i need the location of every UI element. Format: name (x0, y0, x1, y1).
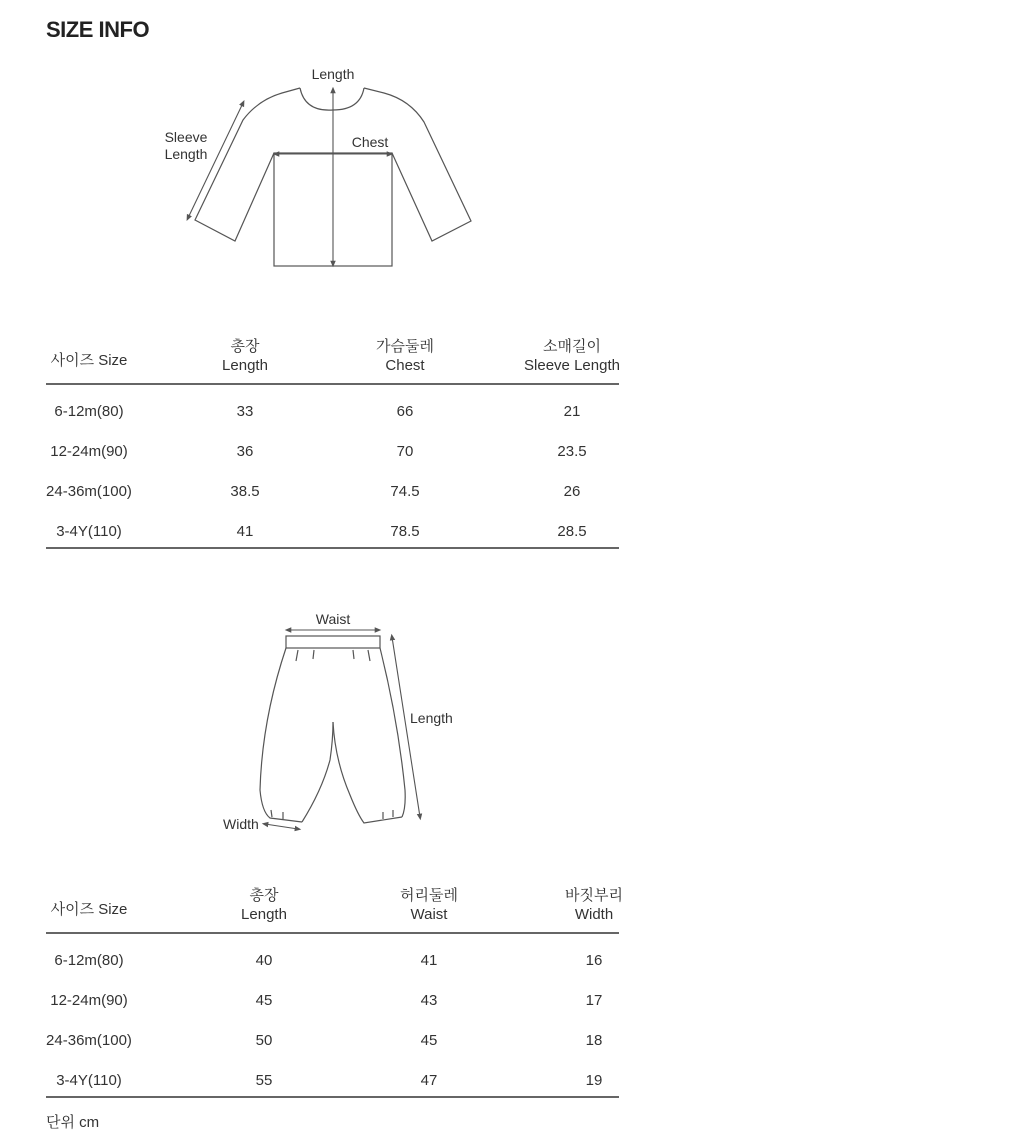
width-label: Width (223, 816, 259, 832)
header-chest: 가슴둘레 Chest (376, 338, 434, 374)
header-size: 사이즈 Size (50, 901, 128, 918)
page-title: SIZE INFO (46, 17, 150, 42)
table-row: 12-24m(90) 45 43 17 (50, 992, 603, 1009)
header-sleeve-length: 소매길이 Sleeve Length (524, 338, 620, 374)
bottom-size-table (46, 886, 623, 1098)
table-row: 3-4Y(110) 41 78.5 28.5 (56, 523, 587, 540)
header-length: 총장 Length (241, 887, 287, 923)
top-garment-diagram (0, 0, 1024, 300)
header-waist: 허리둘레 Waist (400, 887, 458, 923)
top-size-table (46, 337, 619, 549)
sleeve-label-line2: Length (164, 146, 208, 162)
table-row: 6-12m(80) 40 41 16 (54, 952, 603, 969)
table-header (46, 337, 619, 383)
waist-label: Waist (315, 611, 351, 627)
pants-length-label: Length (410, 710, 453, 726)
header-size: 사이즈 Size (50, 352, 128, 369)
unit-note: 단위 cm (46, 1114, 100, 1131)
length-label: Length (311, 66, 355, 82)
table-row: 6-12m(80) 33 66 21 (54, 403, 581, 420)
header-width: 바짓부리 Width (565, 887, 623, 923)
header-length: 총장 Length (222, 338, 268, 374)
table-row: 3-4Y(110) 55 47 19 (56, 1072, 603, 1089)
table-row: 12-24m(90) 36 70 23.5 (50, 443, 587, 460)
sleeve-label-line1: Sleeve (164, 129, 208, 145)
table-row: 24-36m(100) 50 45 18 (46, 1032, 603, 1049)
table-row: 24-36m(100) 38.5 74.5 26 (46, 483, 581, 500)
chest-label: Chest (351, 134, 389, 150)
table-header (46, 886, 623, 932)
